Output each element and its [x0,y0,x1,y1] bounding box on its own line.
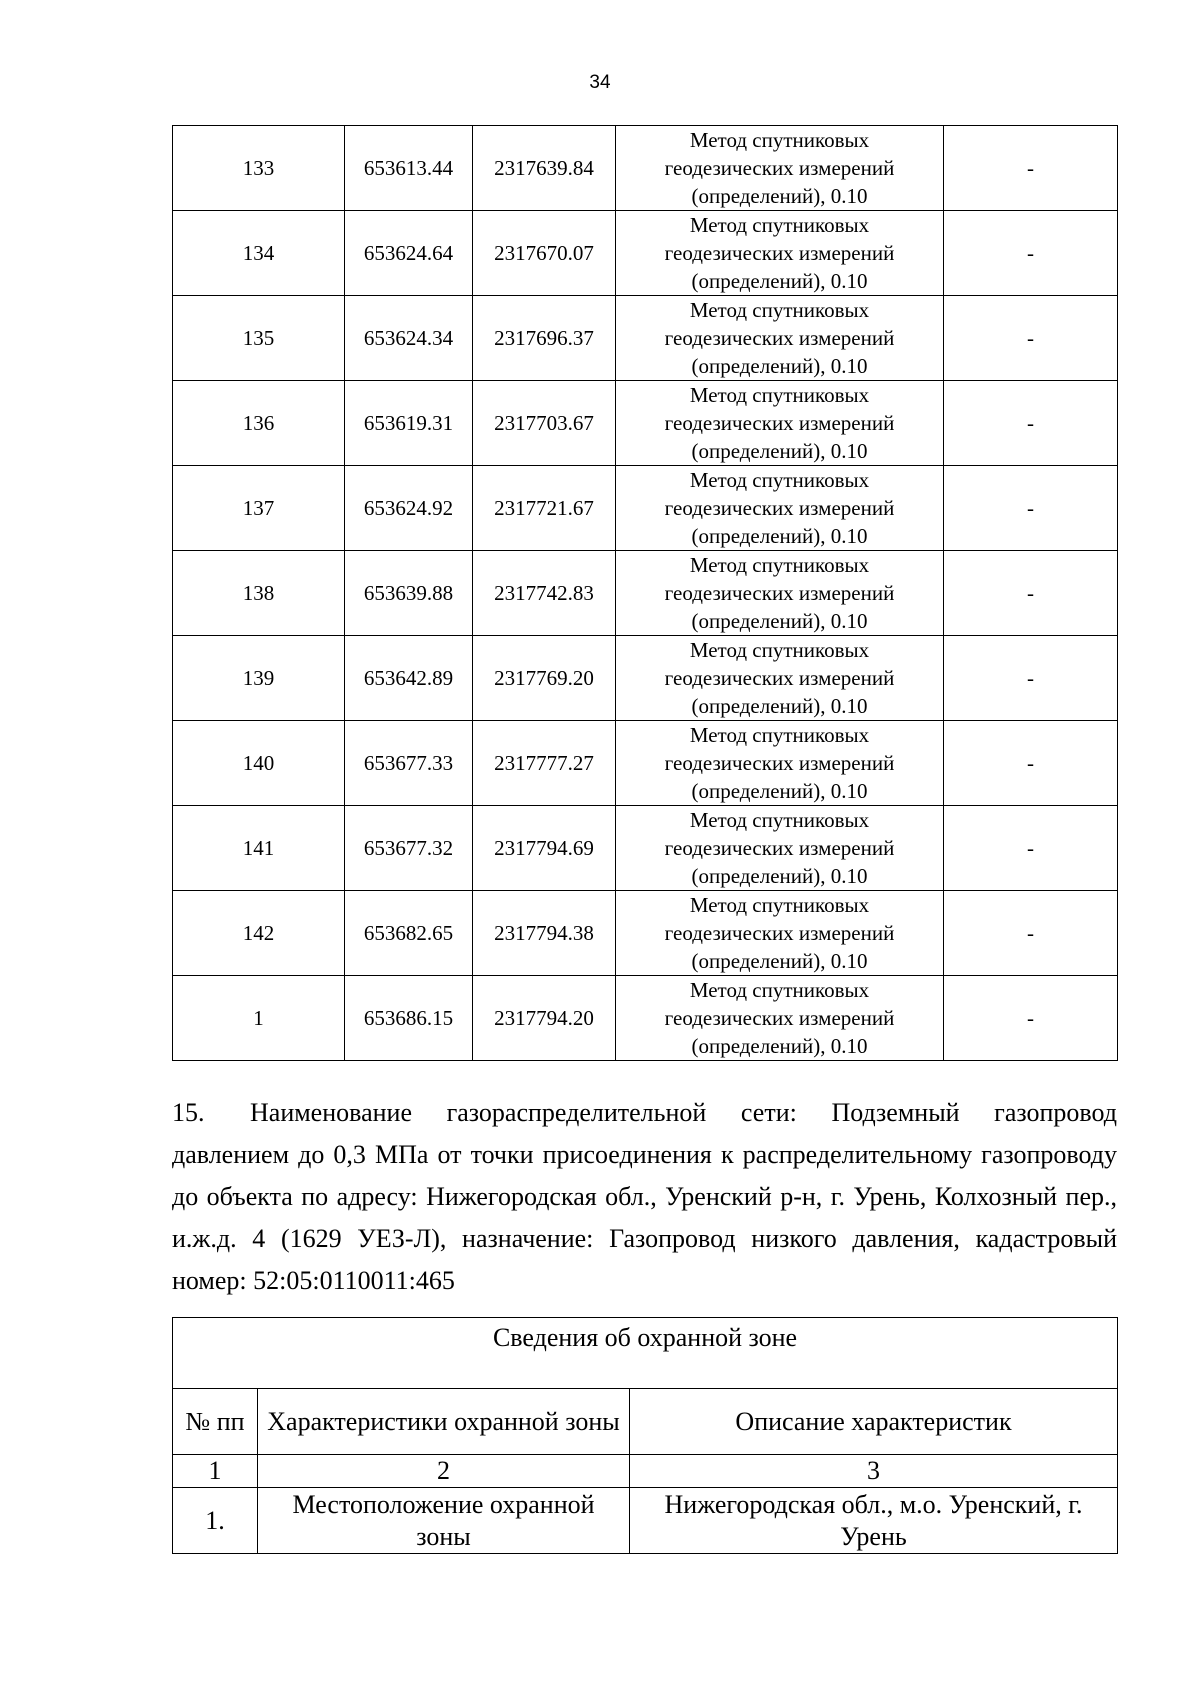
x-coordinate-cell: 653619.31 [345,381,473,466]
method-line: (определений), 0.10 [691,439,868,463]
note-cell: - [944,296,1118,381]
y-coordinate-cell: 2317794.20 [473,976,616,1061]
method-line: Метод спутниковых [689,383,870,407]
note-cell: - [944,891,1118,976]
characteristic-cell: Местоположение охранной зоны [258,1488,630,1554]
method-line: геодезических измерений [664,156,895,180]
point-number-cell: 133 [173,126,345,211]
header-cell: Характеристики охранной зоны [258,1389,630,1455]
method-cell [616,891,944,976]
y-coordinate-cell: 2317794.69 [473,806,616,891]
method-cell [616,381,944,466]
method-line: геодезических измерений [664,496,895,520]
zone-table-caption: Сведения об охранной зоне [173,1318,1118,1389]
note-cell: - [944,381,1118,466]
method-line: Метод спутниковых [689,213,870,237]
section-number: 15. [172,1098,205,1127]
y-coordinate-cell: 2317670.07 [473,211,616,296]
x-coordinate-cell: 653639.88 [345,551,473,636]
note-cell: - [944,211,1118,296]
method-line: Метод спутниковых [689,128,870,152]
y-coordinate-cell: 2317794.38 [473,891,616,976]
y-coordinate-cell: 2317696.37 [473,296,616,381]
zone-caption-row [173,1318,1118,1389]
x-coordinate-cell: 653642.89 [345,636,473,721]
method-cell [616,466,944,551]
zone-index-row [173,1455,1118,1488]
coordinate-row [173,891,1118,976]
method-line: геодезических измерений [664,411,895,435]
coordinate-row [173,126,1118,211]
page-number: 34 [589,72,611,93]
coordinate-row [173,976,1118,1061]
method-line: Метод спутниковых [689,298,870,322]
method-cell [616,636,944,721]
method-line: Метод спутниковых [689,808,870,832]
header-cell: Описание характеристик [630,1389,1118,1455]
method-line: Метод спутниковых [689,893,870,917]
x-coordinate-cell: 653682.65 [345,891,473,976]
note-cell: - [944,806,1118,891]
method-line: (определений), 0.10 [691,949,868,973]
coordinate-row [173,211,1118,296]
description-cell: Нижегородская обл., м.о. Уренский, г. Урень [630,1488,1118,1554]
method-line: Метод спутниковых [689,723,870,747]
y-coordinate-cell: 2317721.67 [473,466,616,551]
note-cell: - [944,126,1118,211]
method-line: Метод спутниковых [689,553,870,577]
method-cell [616,551,944,636]
point-number-cell: 134 [173,211,345,296]
point-number-cell: 138 [173,551,345,636]
method-line: (определений), 0.10 [691,609,868,633]
coordinate-row [173,636,1118,721]
y-coordinate-cell: 2317742.83 [473,551,616,636]
method-line: (определений), 0.10 [691,1034,868,1058]
method-line: Метод спутниковых [689,638,870,662]
method-cell [616,721,944,806]
x-coordinate-cell: 653677.33 [345,721,473,806]
zone-header-row [173,1389,1118,1455]
method-line: (определений), 0.10 [691,524,868,548]
x-coordinate-cell: 653624.34 [345,296,473,381]
point-number-cell: 136 [173,381,345,466]
header-cell: № пп [173,1389,258,1455]
method-line: (определений), 0.10 [691,269,868,293]
y-coordinate-cell: 2317639.84 [473,126,616,211]
method-line: (определений), 0.10 [691,184,868,208]
x-coordinate-cell: 653677.32 [345,806,473,891]
coordinate-row [173,296,1118,381]
note-cell: - [944,976,1118,1061]
point-number-cell: 1 [173,976,345,1061]
point-number-cell: 135 [173,296,345,381]
method-cell [616,976,944,1061]
index-cell: 1 [173,1455,258,1488]
method-cell [616,211,944,296]
method-cell [616,126,944,211]
protection-zone-table [172,1317,1118,1554]
index-cell: 2 [258,1455,630,1488]
y-coordinate-cell: 2317769.20 [473,636,616,721]
method-line: геодезических измерений [664,836,895,860]
method-cell [616,806,944,891]
note-cell: - [944,636,1118,721]
note-cell: - [944,721,1118,806]
method-line: (определений), 0.10 [691,864,868,888]
row-number-cell: 1. [173,1488,258,1554]
point-number-cell: 142 [173,891,345,976]
coordinate-row [173,381,1118,466]
method-line: Метод спутниковых [689,468,870,492]
coordinate-row [173,721,1118,806]
method-line: (определений), 0.10 [691,354,868,378]
note-cell: - [944,551,1118,636]
section-paragraph [172,1092,1117,1302]
y-coordinate-cell: 2317703.67 [473,381,616,466]
point-number-cell: 141 [173,806,345,891]
zone-data-row [173,1488,1118,1554]
method-cell [616,296,944,381]
point-number-cell: 140 [173,721,345,806]
coordinates-table [172,125,1118,1061]
x-coordinate-cell: 653686.15 [345,976,473,1061]
y-coordinate-cell: 2317777.27 [473,721,616,806]
method-line: геодезических измерений [664,326,895,350]
index-cell: 3 [630,1455,1118,1488]
method-line: геодезических измерений [664,666,895,690]
method-line: геодезических измерений [664,751,895,775]
coordinate-row [173,551,1118,636]
x-coordinate-cell: 653613.44 [345,126,473,211]
x-coordinate-cell: 653624.64 [345,211,473,296]
coordinate-row [173,806,1118,891]
method-line: геодезических измерений [664,581,895,605]
x-coordinate-cell: 653624.92 [345,466,473,551]
section-description: Наименование газораспределительной сети: Подземный газопровод давлением до 0,3 МПа от точки присоединения к распределительному газопроводу до объекта по адресу: Нижегородская обл., Уренский р-н, г. Урень, Колхозный пер., и.ж.д. 4 (1629 УЕЗ-Л), назначение: Газопровод низкого давления, кадастровый номер: 52:05:0110011:465 [172,1098,1117,1295]
method-line: Метод спутниковых [689,978,870,1002]
point-number-cell: 137 [173,466,345,551]
method-line: геодезических измерений [664,241,895,265]
point-number-cell: 139 [173,636,345,721]
coordinate-row [173,466,1118,551]
method-line: геодезических измерений [664,1006,895,1030]
method-line: (определений), 0.10 [691,779,868,803]
method-line: (определений), 0.10 [691,694,868,718]
note-cell: - [944,466,1118,551]
method-line: геодезических измерений [664,921,895,945]
